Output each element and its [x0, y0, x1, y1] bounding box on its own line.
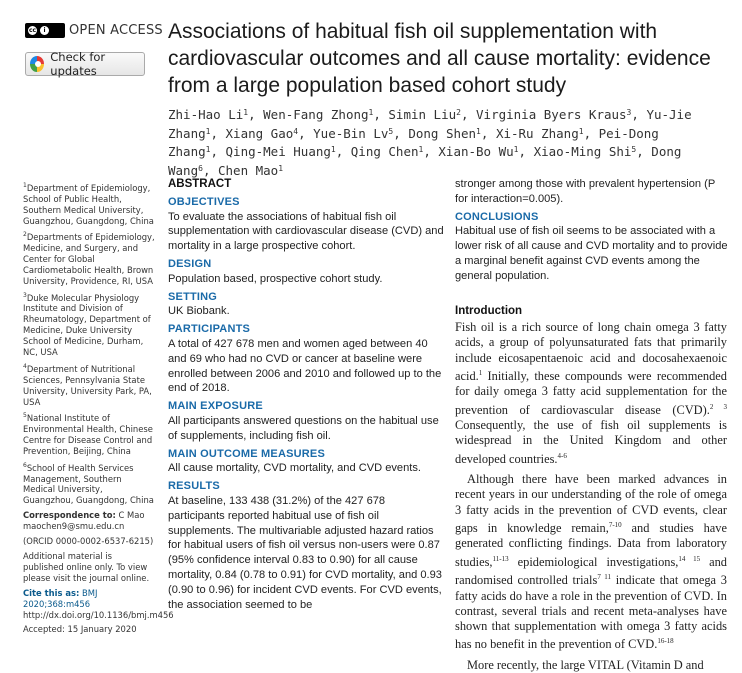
author-name[interactable]: Yue-Bin Lv: [313, 125, 389, 141]
additional-material-note: Additional material is published online only. To view please visit the journal online.: [23, 550, 150, 583]
intro-paragraph: More recently, the large VITAL (Vitamin D and: [467, 657, 704, 672]
author-affiliation-number: 1: [278, 164, 284, 174]
intro-paragraph: Although there have been marked advances in recent years in our understanding of the role of omega 3 fatty acids in the prevention of CVD events, clear gaps in knowledge remain,$^{7-10}$ and studies have generated conflicting findings. Data from laboratory studies,$^{11-13}$ epidemiological investigations,$^{14 15}$ and randomised controlled trials$^{7 11}$ indicate that omega 3 fatty acids do have a role in the prevention of CVD. In contrast, several trials and recent meta-analyses have shown that supplementation with omega 3 fatty acids has no benefit in the prevention of CVD.$^{16-18}$: [455, 472, 728, 652]
author-name[interactable]: Dong Wang: [168, 144, 682, 179]
reference-citation[interactable]: 16-18: [657, 637, 674, 646]
reference-citation[interactable]: 7-10: [608, 520, 622, 529]
abstract-continuation: stronger among those with prevalent hypertension (P for interaction=0.005).: [455, 178, 716, 205]
abstract-section-heading: PARTICIPANTS: [168, 323, 251, 336]
author-affiliation-number: 1: [243, 108, 249, 117]
crossmark-icon: [30, 56, 44, 72]
author-name[interactable]: Qing Chen: [350, 144, 419, 160]
author-affiliation-number: 5: [631, 145, 637, 155]
abstract-section-heading: MAIN OUTCOME MEASURES: [168, 447, 325, 460]
author-affiliation-number: 6: [198, 164, 203, 174]
author-affiliation-number: 1: [368, 108, 374, 117]
author-affiliation-number: 1: [330, 145, 336, 155]
abstract-section-text: A total of 427 678 men and women aged between 40 and 69 who had no CVD or cancer at baseline were enrolled between 2006 and 2010 and followed up to the end of 2018.: [168, 337, 442, 395]
author-list: Zhi-Hao Li$^1$, Wen-Fang Zhong$^1$, Simin Liu$^2$, Virginia Byers Kraus$^3$, Yu-Jie Zhang$^1$, Xiang Gao$^4$, Yue-Bin Lv$^5$, Dong Shen$^1$, Xi-Ru Zhang$^1$, Pei-Dong Zhang$^1$, Qing-Mei Huang$^1$, Qing Chen$^1$, Xian-Bo Wu$^1$, Xiao-Ming Shi$^5$, Dong Wang$^6$, Chen Mao$^1$: [168, 107, 692, 179]
correspondence-name: C Mao: [118, 510, 145, 521]
affiliation: $^6$School of Health Services Management, Southern Medical University, Guangzhou, Guangdong, China: [23, 461, 154, 506]
abstract-continued: [455, 177, 728, 284]
intro-paragraph: Fish oil is a rich source of long chain omega 3 fatty acids, a group of polyunsaturated fats that primarily include eicosapentaenoic acid and docosahexaenoic acid.$^1$ Initially, these compounds were recommended for daily omega 3 fatty acid supplementation for the prevention of cardiovascular disease (CVD).$^{2 3}$ Consequently, the use of fish oil supplements is widespread in the United Kingdom and other developed countries.$^{4-6}$: [455, 320, 727, 466]
abstract-section-heading: MAIN EXPOSURE: [168, 400, 263, 413]
author-affiliation-number: 1: [205, 145, 211, 155]
reference-citation[interactable]: 1: [478, 368, 483, 377]
conclusions-heading: CONCLUSIONS: [455, 210, 539, 223]
author-affiliation-number: 1: [205, 126, 211, 136]
abstract-section-heading: OBJECTIVES: [168, 195, 240, 208]
conclusions-text: Habitual use of fish oil seems to be associated with a lower risk of all cause and CVD mortality and to provide a marginal benefit against CVD events among the general population.: [455, 225, 728, 282]
author-name[interactable]: Xian-Bo Wu: [438, 144, 514, 160]
correspondence: [23, 510, 155, 532]
author-name[interactable]: Chen Mao: [218, 163, 279, 179]
check-for-updates-label: Check for updates: [50, 50, 106, 78]
cc-icon: cc: [28, 27, 37, 34]
abstract-section-heading: DESIGN: [168, 257, 212, 270]
author-affiliation-number: 3: [626, 108, 632, 117]
abstract-section-text: All cause mortality, CVD mortality, and CVD events.: [168, 462, 421, 475]
author-name[interactable]: Simin Liu: [388, 107, 457, 122]
affiliation: $^2$Departments of Epidemiology, Medicine, and Surgery, and Center for Global Cardiometabolic Health, Brown University, Providence, RI, USA: [23, 231, 155, 286]
reference-citation[interactable]: 11-13: [492, 554, 509, 563]
accepted-date: Accepted: 15 January 2020: [23, 624, 137, 635]
author-name[interactable]: Xiang Gao: [225, 125, 294, 141]
author-name[interactable]: Zhi-Hao Li: [168, 107, 244, 122]
author-affiliation-number: 5: [388, 126, 394, 136]
open-access-badge: [25, 23, 163, 38]
left-sidebar: [23, 181, 174, 639]
author-name[interactable]: Xi-Ru Zhang: [495, 125, 579, 141]
author-affiliation-number: 2: [456, 108, 461, 117]
cc-by-icon: i: [40, 26, 49, 35]
author-affiliation-number: 1: [418, 145, 424, 155]
affiliation: $^3$Duke Molecular Physiology Institute and Division of Rheumatology, Department of Medicine, Duke University School of Medicine, Durham, NC, USA: [23, 291, 151, 358]
abstract: [168, 177, 444, 612]
cite-label: Cite this as:: [23, 587, 80, 598]
reference-citation[interactable]: 14 15: [678, 554, 701, 563]
abstract-section-heading: SETTING: [168, 290, 218, 303]
author-name[interactable]: Virginia Byers Kraus: [476, 107, 627, 122]
abstract-section-text: UK Biobank.: [168, 305, 230, 318]
check-for-updates-button[interactable]: [25, 52, 145, 76]
author-affiliation-number: 4: [293, 126, 299, 136]
creative-commons-icon: [25, 23, 65, 38]
author-affiliation-number: 1: [513, 145, 519, 155]
cite-this: [23, 587, 174, 621]
abstract-heading: ABSTRACT: [168, 178, 232, 190]
abstract-section-heading: RESULTS: [168, 480, 220, 493]
article-title: Associations of habitual fish oil supplementation with cardiovascular outcomes and all cause mortality: evidence from a large population based cohort study: [168, 20, 711, 97]
correspondence-email[interactable]: maochen9@smu.edu.cn: [23, 521, 125, 532]
author-name[interactable]: Xiao-Ming Shi: [533, 144, 632, 160]
doi-link[interactable]: http://dx.doi.org/10.1136/bmj.m456: [23, 609, 174, 620]
author-name[interactable]: Qing-Mei Huang: [225, 144, 331, 160]
abstract-section-text: All participants answered questions on the habitual use of supplements, including fish oil.: [168, 414, 439, 442]
affiliation: $^5$National Institute of Environmental Health, Chinese Centre for Disease Control and Prevention, Beijing, China: [23, 412, 153, 456]
author-name[interactable]: Yu-Jie Zhang: [168, 107, 692, 141]
author-name[interactable]: Dong Shen: [408, 125, 477, 141]
introduction-body: [455, 320, 727, 673]
abstract-section-text: Population based, prospective cohort study.: [168, 272, 383, 285]
orcid[interactable]: (ORCID 0000-0002-6537-6215): [23, 536, 154, 547]
affiliation: $^4$Department of Nutritional Sciences, Pennsylvania State University, University Park, PA, USA: [23, 362, 152, 407]
open-access-label: OPEN ACCESS: [69, 23, 163, 38]
affiliation-list: [23, 181, 155, 506]
correspondence-label: Correspondence to:: [23, 510, 116, 521]
author-affiliation-number: 1: [476, 126, 481, 136]
reference-citation[interactable]: 4-6: [557, 451, 567, 460]
abstract-section-text: To evaluate the associations of habitual fish oil supplementation with cardiovascular disease (CVD) and mortality in a large prospective cohort.: [168, 210, 444, 253]
author-name[interactable]: Pei-Dong Zhang: [168, 125, 659, 160]
introduction-heading: Introduction: [455, 305, 523, 317]
cite-ref: BMJ 2020;368:m456: [23, 587, 98, 609]
affiliation: $^1$Department of Epidemiology, School of Public Health, Southern Medical University, Guangzhou, Guangdong, China: [23, 182, 154, 226]
reference-citation[interactable]: 2 3: [709, 402, 727, 411]
author-affiliation-number: 1: [578, 126, 584, 136]
abstract-section-text: At baseline, 133 438 (31.2%) of the 427 678 participants reported habitual use of fish oil supplements. The multivariable adjusted hazard ratios for habitual users of fish oil versus non-users were 0.87 (95% confidence interval 0.83 to 0.90) for all cause mortality, 0.84 (0.78 to 0.91) for CVD mortality, and 0.93 (0.90 to 0.96) for incident CVD events. For CVD events, the association seemed to be: [168, 494, 442, 611]
author-name[interactable]: Wen-Fang Zhong: [263, 107, 369, 122]
abstract-sections: [168, 195, 444, 613]
reference-citation[interactable]: 7 11: [597, 573, 611, 582]
